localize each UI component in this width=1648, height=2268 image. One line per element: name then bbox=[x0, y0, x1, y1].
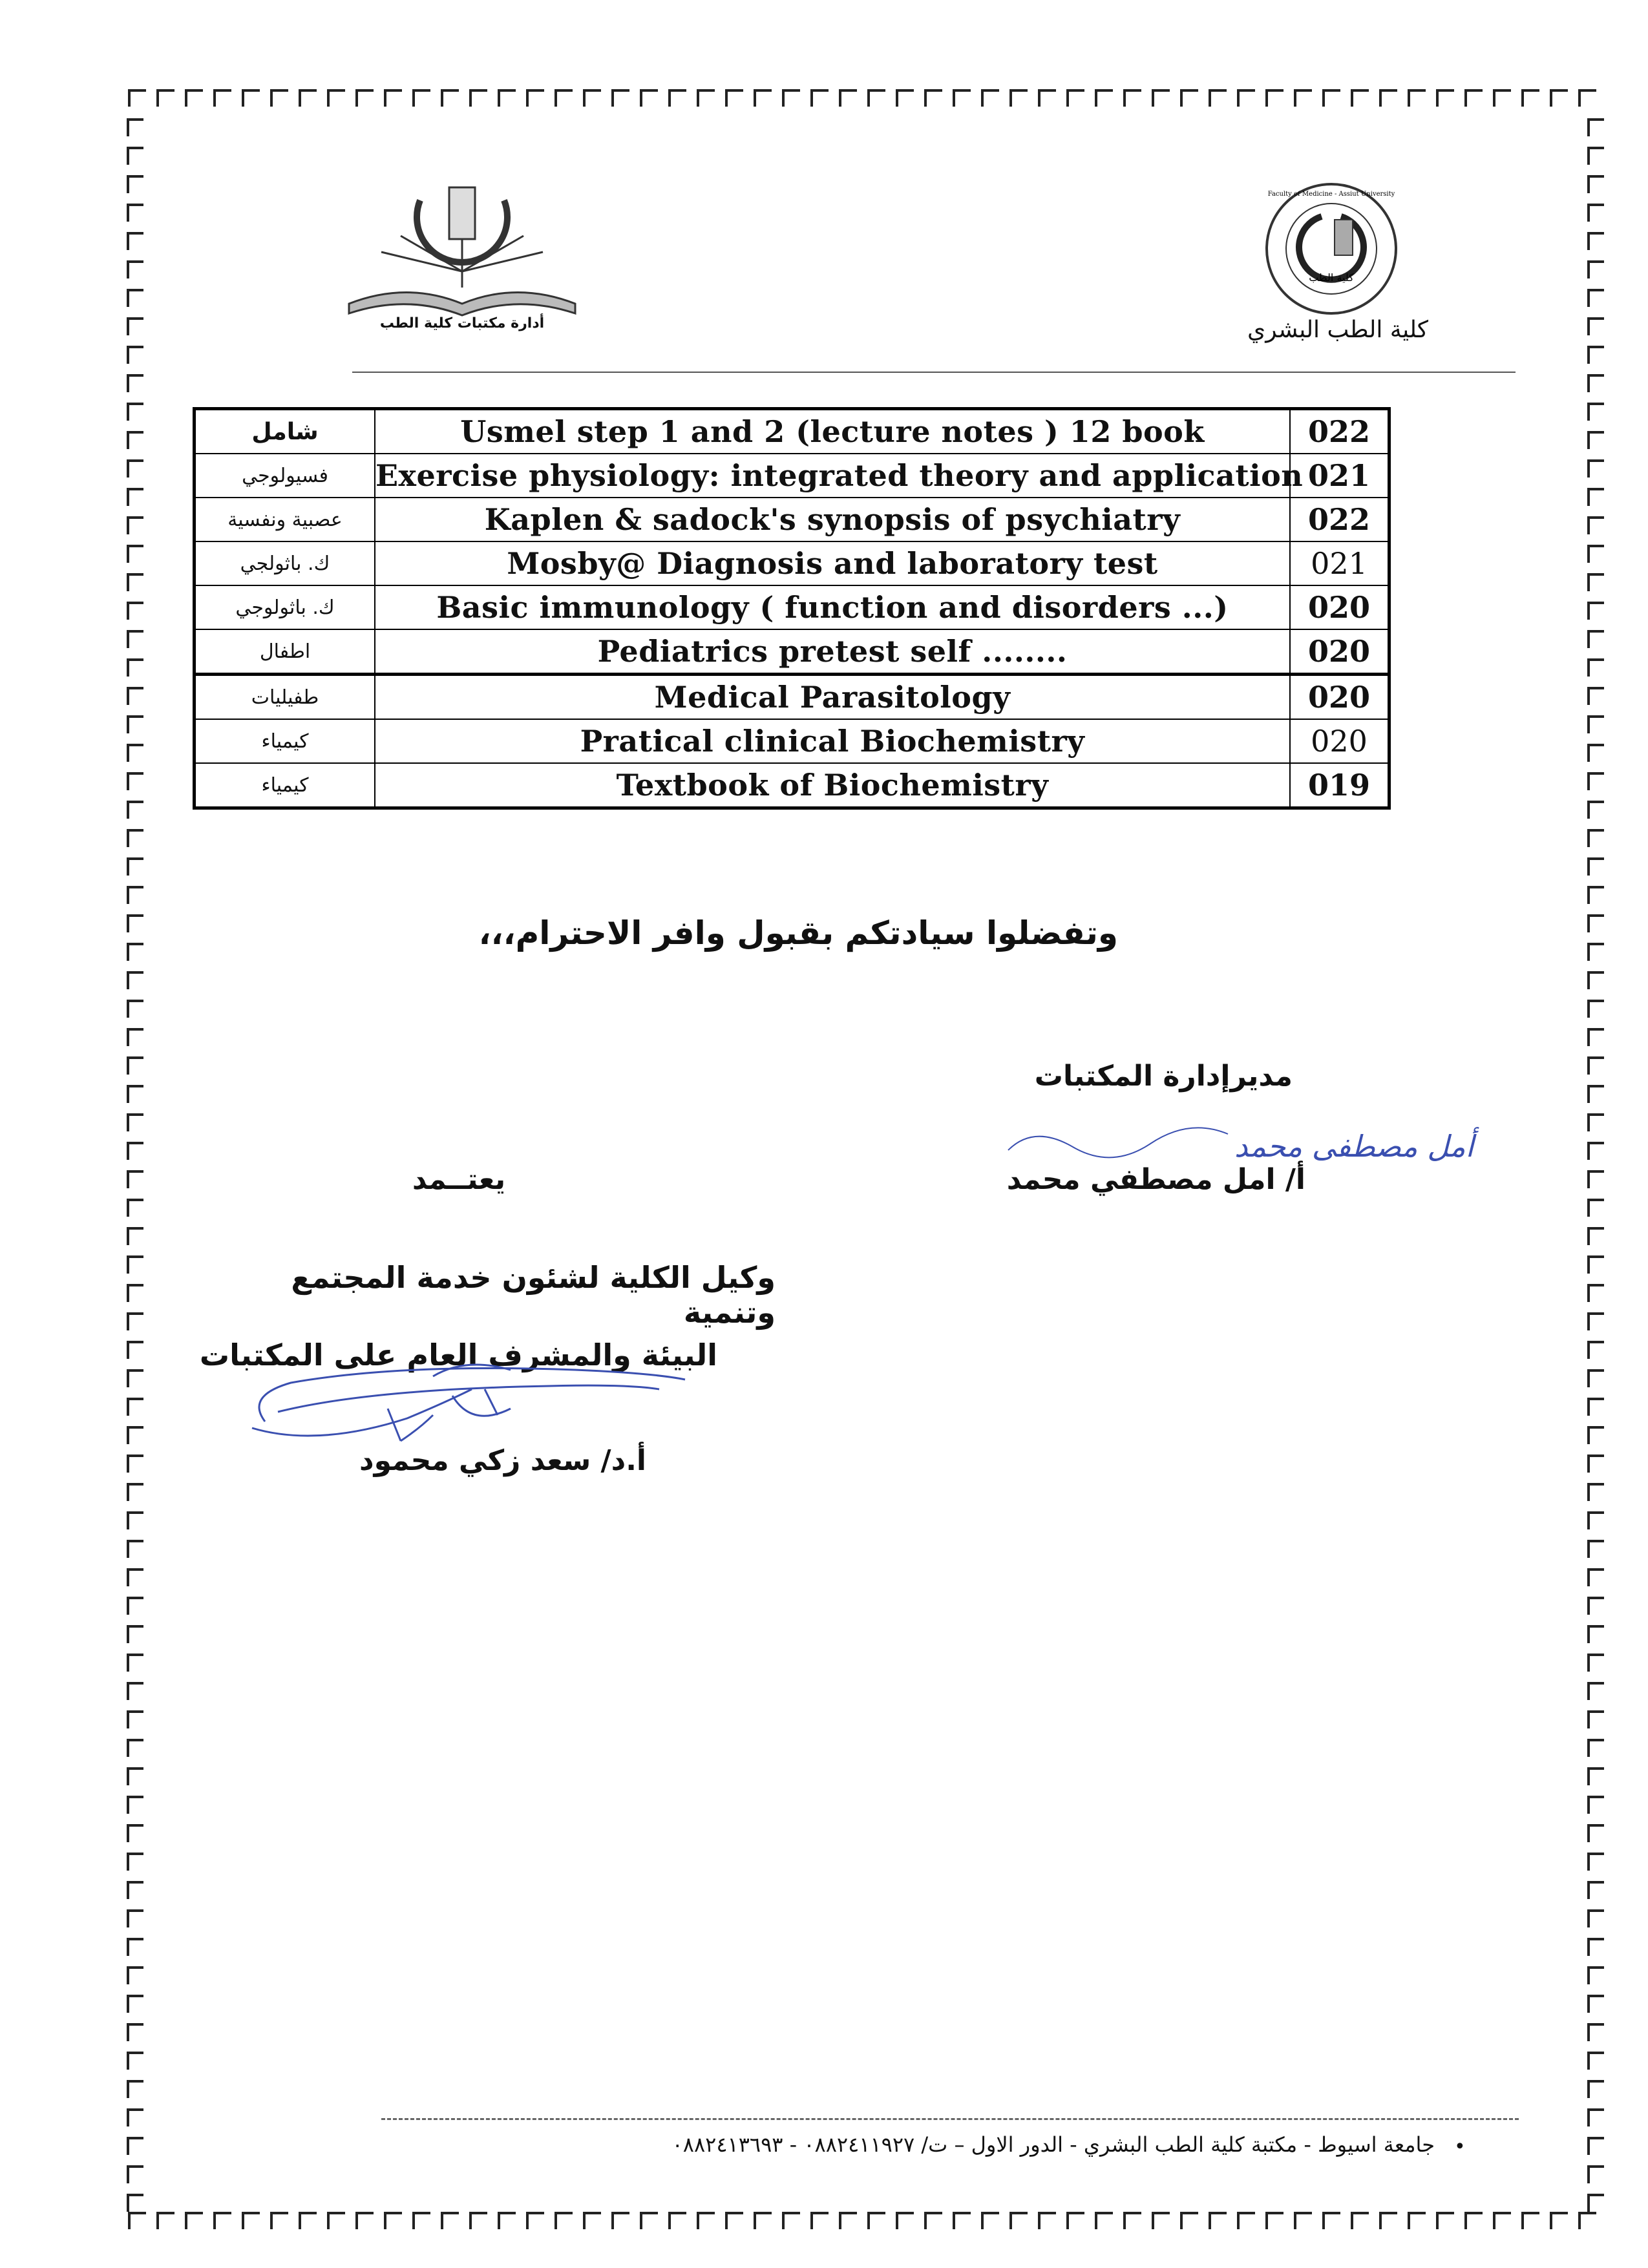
book-row bbox=[195, 763, 1389, 808]
book-subject: كيمياء bbox=[195, 763, 375, 808]
manager-signature-text: أمل مصطفى محمد bbox=[1234, 1129, 1474, 1164]
footer-bullet: • bbox=[1454, 2136, 1466, 2158]
book-title: Basic immunology ( function and disorders ...) bbox=[375, 585, 1290, 629]
footer-divider bbox=[381, 2118, 1519, 2120]
book-subject: ك. باثولوجي bbox=[195, 585, 375, 629]
book-code: 022 bbox=[1290, 498, 1389, 541]
dean-signature bbox=[239, 1350, 692, 1454]
book-subject: ك. باثولجي bbox=[195, 541, 375, 585]
book-subject: كيمياء bbox=[195, 719, 375, 763]
book-subject: طفيليات bbox=[195, 675, 375, 720]
book-code: 020 bbox=[1290, 719, 1389, 763]
book-title: Usmel step 1 and 2 (lecture notes ) 12 book bbox=[375, 409, 1290, 454]
book-title: Medical Parasitology bbox=[375, 675, 1290, 720]
book-row bbox=[195, 629, 1389, 675]
book-row bbox=[195, 498, 1389, 541]
book-code: 021 bbox=[1290, 454, 1389, 498]
book-code: 020 bbox=[1290, 629, 1389, 675]
book-row bbox=[195, 719, 1389, 763]
book-row bbox=[195, 541, 1389, 585]
book-subject: عصبية ونفسية bbox=[195, 498, 375, 541]
book-subject: اطفال bbox=[195, 629, 375, 675]
book-subject: فسيولوجي bbox=[195, 454, 375, 498]
book-row bbox=[195, 409, 1389, 454]
seal-center-text: كلية الطب bbox=[1309, 271, 1354, 284]
book-code: 020 bbox=[1290, 585, 1389, 629]
book-title: Exercise physiology: integrated theory and application bbox=[375, 454, 1290, 498]
book-title: Kaplen & sadock's synopsis of psychiatry bbox=[375, 498, 1290, 541]
book-row bbox=[195, 585, 1389, 629]
faculty-name: كلية الطب البشري bbox=[1247, 317, 1428, 343]
book-code: 022 bbox=[1290, 409, 1389, 454]
approval-label: يعتــمد bbox=[412, 1163, 506, 1196]
book-code: 019 bbox=[1290, 763, 1389, 808]
manager-name: أ/ امل مصطفي محمد bbox=[1006, 1163, 1305, 1196]
book-title: Pratical clinical Biochemistry bbox=[375, 719, 1290, 763]
book-code: 020 bbox=[1290, 675, 1389, 720]
footer-address: جامعة اسيوط - مكتبة كلية الطب البشري - الدور الاول – ت/ ٠٨٨٢٤١١٩٢٧ - ٠٨٨٢٤١٣٦٩٣ bbox=[671, 2132, 1435, 2157]
book-title: Pediatrics pretest self ........ bbox=[375, 629, 1290, 675]
header-divider bbox=[352, 372, 1516, 373]
library-logo bbox=[343, 174, 582, 336]
closing-regards: وتفضلوا سيادتكم بقبول وافر الاحترام،،، bbox=[478, 914, 1118, 952]
book-title: Textbook of Biochemistry bbox=[375, 763, 1290, 808]
dean-title-line2: البيئة والمشرف العام على المكتبات bbox=[199, 1338, 717, 1372]
book-title: Mosby@ Diagnosis and laboratory test bbox=[375, 541, 1290, 585]
seal-top-text: Faculty of Medicine - Assiut University bbox=[1267, 191, 1395, 198]
dean-title-line1: وكيل الكلية لشئون خدمة المجتمع وتنمية bbox=[291, 1260, 776, 1330]
book-row bbox=[195, 454, 1389, 498]
library-caption: أدارة مكتبات كلية الطب bbox=[379, 315, 545, 331]
manager-title: مديرإدارة المكتبات bbox=[1034, 1060, 1293, 1093]
faculty-seal bbox=[1260, 178, 1402, 320]
books-table bbox=[193, 407, 1391, 810]
book-subject: شامل bbox=[195, 409, 375, 454]
book-code: 021 bbox=[1290, 541, 1389, 585]
dean-name: أ.د/ سعد زكي محمود bbox=[359, 1444, 646, 1477]
book-row bbox=[195, 675, 1389, 720]
